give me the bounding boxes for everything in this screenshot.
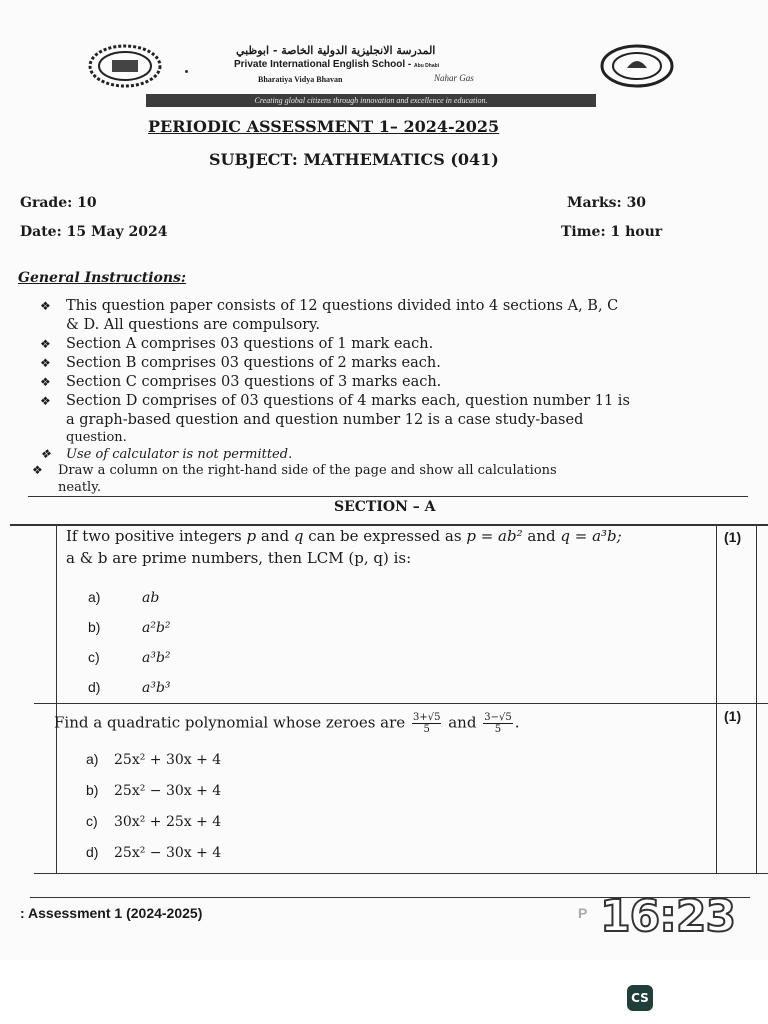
instruction-item: ❖ Draw a column on the right-hand side of the page and show all calculations	[32, 463, 557, 478]
bvb-emblem-right	[600, 44, 674, 88]
marks: Marks: 30	[567, 195, 647, 211]
fraction: $\frac{3+√5}{5}$	[412, 712, 441, 735]
school-arabic-name: المدرسة الانجليزية الدولية الخاصة - ابوظبي	[236, 44, 436, 57]
subject-title: SUBJECT: MATHEMATICS (041)	[209, 150, 499, 169]
table-top-border	[10, 524, 768, 526]
question-1-text: If two positive integers p and q can be expressed as p = ab² and q = a³b;	[66, 527, 622, 545]
option-item: c) a³b²	[88, 649, 171, 666]
bullet-diamond-icon: ❖	[32, 463, 43, 477]
table-right-border	[756, 524, 757, 874]
signature: Nahar Gas	[434, 73, 474, 83]
instruction-item: & D. All questions are compulsory.	[66, 317, 321, 333]
question-1-marks: (1)	[724, 529, 742, 545]
option-item: b) 25x² − 30x + 4	[86, 782, 222, 799]
camscanner-app-icon[interactable]: CS	[627, 985, 653, 1011]
instruction-item: ❖ Section A comprises 03 questions of 1 mark each.	[40, 336, 434, 352]
fraction: $\frac{3-√5}{5}$	[484, 712, 512, 735]
exam-date: Date: 15 May 2024	[20, 224, 168, 240]
option-item: d) 25x² − 30x + 4	[86, 844, 222, 861]
instructions-heading: General Instructions:	[18, 270, 187, 286]
school-emblem-left	[88, 44, 162, 88]
bullet-diamond-icon: ❖	[40, 337, 51, 351]
marks-column-border	[716, 524, 717, 874]
dot	[185, 70, 188, 73]
bullet-diamond-icon: ❖	[40, 447, 51, 461]
section-a-title: SECTION – A	[334, 499, 436, 515]
bullet-diamond-icon: ❖	[40, 356, 51, 370]
page-hint: P	[578, 905, 588, 921]
instructions-list	[40, 297, 740, 462]
table-left-border	[56, 524, 57, 874]
question-1-text-line2: a & b are prime numbers, then LCM (p, q) is:	[66, 549, 412, 567]
option-item: d) a³b³	[88, 679, 171, 696]
question-2-options	[86, 749, 221, 873]
bullet-diamond-icon: ❖	[40, 299, 51, 313]
question-1-options	[88, 587, 171, 707]
table-bottom-border	[34, 873, 768, 874]
option-item: c) 30x² + 25x + 4	[86, 813, 222, 830]
exam-time: Time: 1 hour	[561, 224, 663, 240]
school-tagline: Creating global citizens through innovation and excellence in education.	[146, 94, 596, 107]
option-item: a) ab	[88, 589, 160, 606]
assessment-title: PERIODIC ASSESSMENT 1– 2024-2025	[148, 117, 500, 136]
bvb-name: Bharatiya Vidya Bhavan	[258, 75, 343, 84]
bullet-diamond-icon: ❖	[40, 375, 51, 389]
instruction-item: neatly.	[58, 480, 101, 495]
bullet-diamond-icon: ❖	[40, 394, 51, 408]
instruction-item: ❖ Section C comprises 03 questions of 3 marks each.	[40, 374, 442, 390]
question-2-text: Find a quadratic polynomial whose zeroes are $\frac{3+√5}{5}$ and $\frac{3-√5}{5}$ .	[54, 712, 520, 735]
clock-overlay: 16:23	[600, 891, 736, 942]
instruction-item: a graph-based question and question number 12 is a case study-based	[66, 412, 584, 428]
instruction-item: ❖ Section B comprises 03 questions of 2 marks each.	[40, 355, 441, 371]
grade: Grade: 10	[20, 195, 97, 211]
option-item: a) 25x² + 30x + 4	[86, 751, 222, 768]
instruction-item: ❖ Use of calculator is not permitted.	[40, 447, 293, 462]
instruction-item: ❖ Section D comprises of 03 questions of 4 marks each, question number 11 is	[40, 393, 630, 409]
instruction-item: ❖ This question paper consists of 12 questions divided into 4 sections A, B, C	[40, 298, 619, 314]
rule	[28, 496, 748, 497]
option-item: b) a²b²	[88, 619, 171, 636]
question-2-marks: (1)	[724, 708, 742, 724]
school-name: Private International English School - Abu Dhabi	[234, 59, 440, 70]
footer-text: : Assessment 1 (2024-2025)	[20, 905, 203, 921]
instruction-item: question.	[66, 430, 127, 445]
